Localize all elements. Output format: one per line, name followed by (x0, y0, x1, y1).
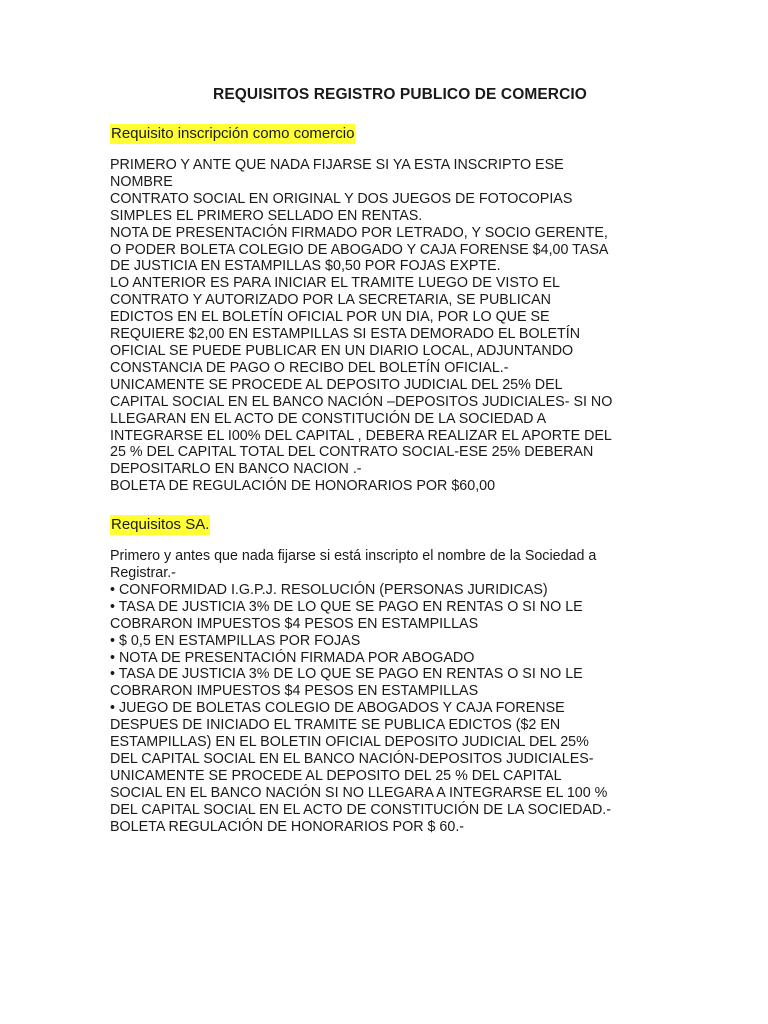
section-inscripcion-comercio (110, 124, 670, 495)
text-line: LLEGARAN EN EL ACTO DE CONSTITUCIÓN DE LA SOCIEDAD A (110, 410, 547, 427)
section-body (110, 548, 670, 835)
text-line: DESPUES DE INICIADO EL TRAMITE SE PUBLICA EDICTOS ($2 EN (110, 717, 561, 734)
text-line: BOLETA REGULACIÓN DE HONORARIOS POR $ 60.- (110, 818, 465, 835)
section-requisitos-sa (110, 515, 670, 835)
bullet-item: • NOTA DE PRESENTACIÓN FIRMADA POR ABOGADO (110, 649, 475, 666)
text-line: COBRARON IMPUESTOS $4 PESOS EN ESTAMPILLAS (110, 615, 479, 632)
text-line: Registrar.- (110, 565, 176, 582)
bullet-item: • CONFORMIDAD I.G.P.J. RESOLUCIÓN (PERSONAS JURIDICAS) (110, 581, 548, 598)
text-line: PRIMERO Y ANTE QUE NADA FIJARSE SI YA ESTA INSCRIPTO ESE (110, 157, 564, 173)
text-line: CONSTANCIA DE PAGO O RECIBO DEL BOLETÍN OFICIAL.- (110, 359, 509, 376)
text-line: O PODER BOLETA COLEGIO DE ABOGADO Y CAJA FORENSE $4,00 TASA (110, 241, 609, 258)
text-line: DE JUSTICIA EN ESTAMPILLAS $0,50 POR FOJAS EXPTE. (110, 258, 501, 275)
text-line: BOLETA DE REGULACIÓN DE HONORARIOS POR $60,00 (110, 478, 496, 495)
bullet-item: • TASA DE JUSTICIA 3% DE LO QUE SE PAGO EN RENTAS O SI NO LE (110, 598, 583, 615)
text-line: UNICAMENTE SE PROCEDE AL DEPOSITO DEL 25 % DEL CAPITAL (110, 767, 562, 784)
text-line: ESTAMPILLAS) EN EL BOLETIN OFICIAL DEPOSITO JUDICIAL DEL 25% (110, 734, 589, 751)
text-line: EDICTOS EN EL BOLETÍN OFICIAL POR UN DIA, POR LO QUE SE (110, 309, 550, 326)
text-line: INTEGRARSE EL I00% DEL CAPITAL , DEBERA REALIZAR EL APORTE DEL (110, 427, 612, 444)
text-line: SIMPLES EL PRIMERO SELLADO EN RENTAS. (110, 207, 423, 224)
section-body (110, 157, 670, 495)
document-title: REQUISITOS REGISTRO PUBLICO DE COMERCIO (213, 86, 587, 103)
text-line: Primero y antes que nada fijarse si está inscripto el nombre de la Sociedad a (110, 548, 597, 565)
text-line: LO ANTERIOR ES PARA INICIAR EL TRAMITE LUEGO DE VISTO EL (110, 275, 560, 292)
text-line: CONTRATO SOCIAL EN ORIGINAL Y DOS JUEGOS DE FOTOCOPIAS (110, 190, 573, 207)
section-heading-highlighted: Requisitos SA. (111, 516, 210, 534)
text-line: NOTA DE PRESENTACIÓN FIRMADO POR LETRADO, Y SOCIO GERENTE, (110, 224, 608, 241)
text-line: SOCIAL EN EL BANCO NACIÓN SI NO LLEGARA A INTEGRARSE EL 100 % (110, 784, 608, 801)
text-line: COBRARON IMPUESTOS $4 PESOS EN ESTAMPILLAS (110, 683, 479, 700)
text-line: CONTRATO Y AUTORIZADO POR LA SECRETARIA, SE PUBLICAN (110, 292, 551, 309)
text-line: DEL CAPITAL SOCIAL EN EL BANCO NACIÓN-DEPOSITOS JUDICIALES- (110, 751, 594, 767)
text-line: CAPITAL SOCIAL EN EL BANCO NACIÓN –DEPOSITOS JUDICIALES- SI NO (110, 393, 613, 410)
bullet-item: • JUEGO DE BOLETAS COLEGIO DE ABOGADOS Y CAJA FORENSE (110, 700, 565, 717)
section-heading-highlighted: Requisito inscripción como comercio (111, 125, 355, 142)
text-line: DEL CAPITAL SOCIAL EN EL ACTO DE CONSTITUCIÓN DE LA SOCIEDAD.- (110, 801, 612, 818)
text-line: 25 % DEL CAPITAL TOTAL DEL CONTRATO SOCIAL-ESE 25% DEBERAN (110, 444, 594, 461)
text-line: NOMBRE (110, 173, 173, 190)
text-line: DEPOSITARLO EN BANCO NACION .- (110, 461, 362, 478)
text-line: UNICAMENTE SE PROCEDE AL DEPOSITO JUDICIAL DEL 25% DEL (110, 376, 563, 393)
bullet-item: • TASA DE JUSTICIA 3% DE LO QUE SE PAGO EN RENTAS O SI NO LE (110, 666, 583, 683)
text-line: OFICIAL SE PUEDE PUBLICAR EN UN DIARIO LOCAL, ADJUNTANDO (110, 342, 574, 359)
text-line: REQUIERE $2,00 EN ESTAMPILLAS SI ESTA DEMORADO EL BOLETÍN (110, 326, 581, 343)
document-page (110, 86, 670, 836)
bullet-item: • $ 0,5 EN ESTAMPILLAS POR FOJAS (110, 632, 361, 649)
